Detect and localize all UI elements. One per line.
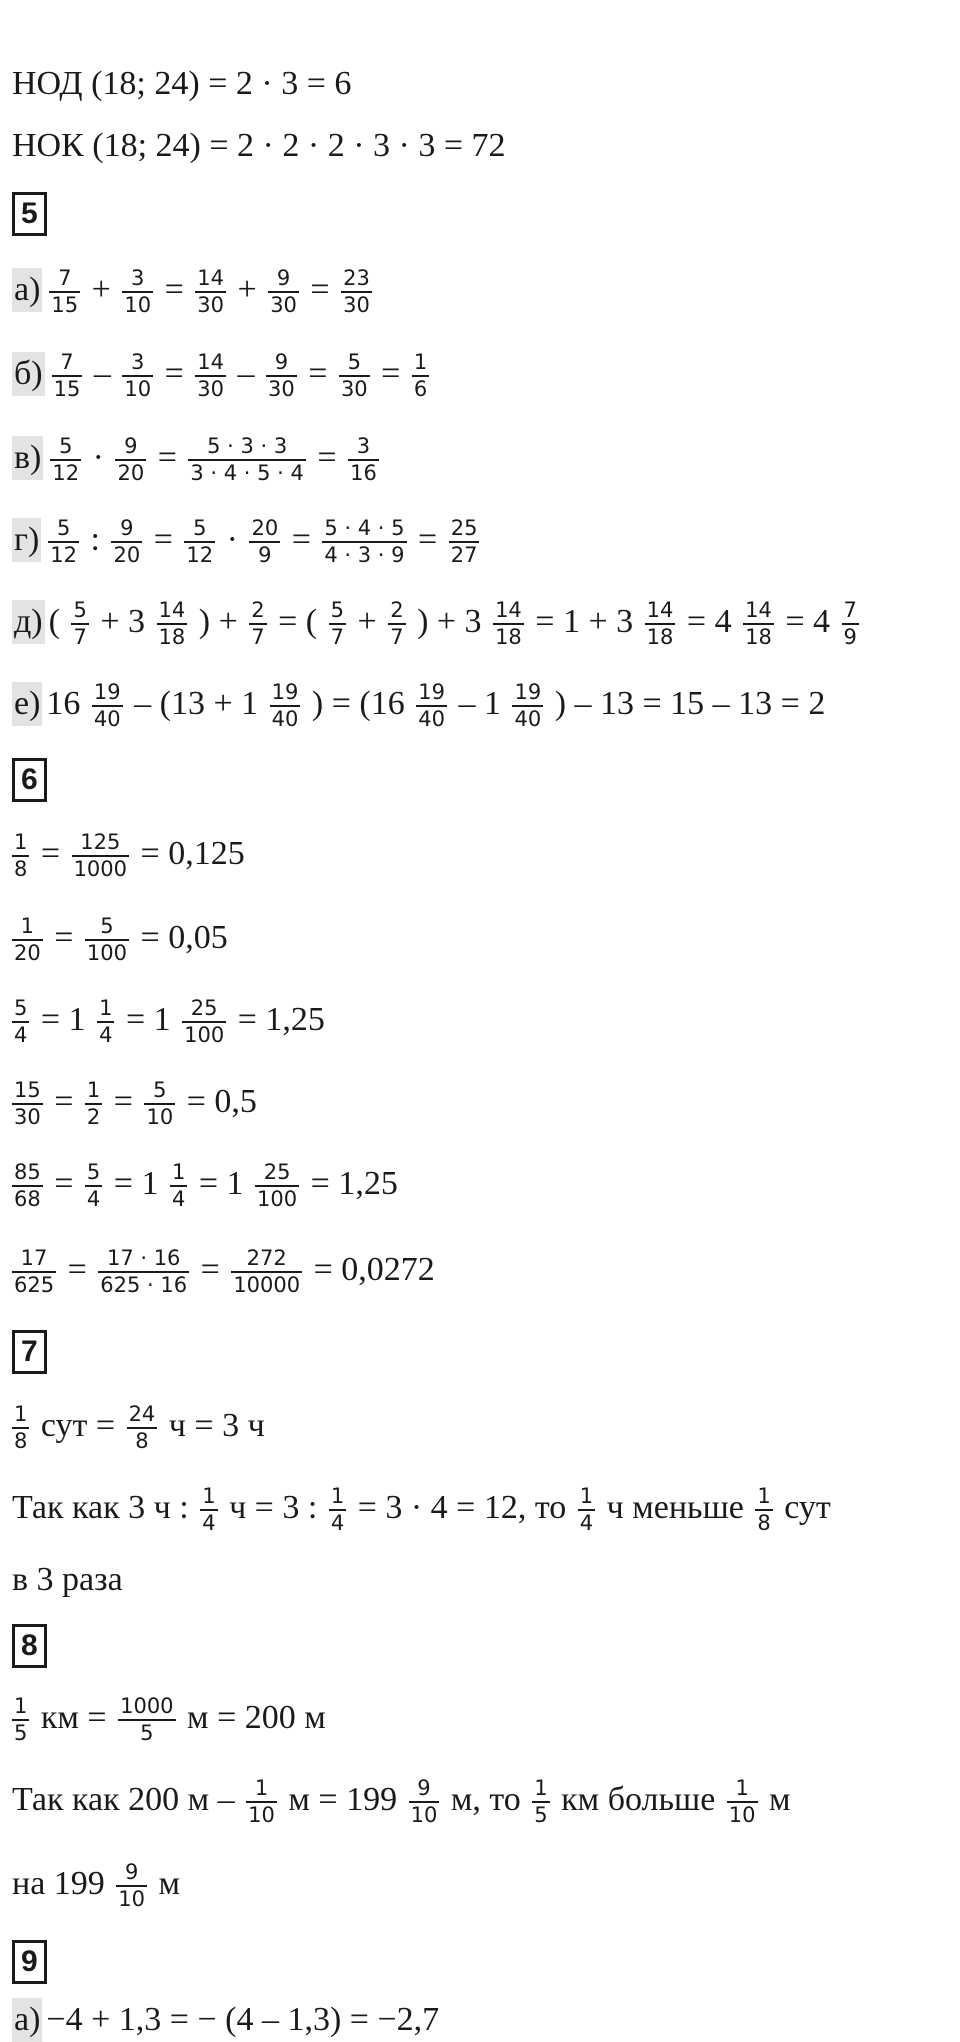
item-label: д): [12, 600, 45, 644]
task-6-line-3: $\frac{5}{4}$ = 1 $\frac{1}{4}$ = 1 $\frac{25}{100}$ = 1,25: [14, 996, 325, 1047]
gcd-line: НОД (18; 24) = 2 · 3 = 6: [12, 65, 352, 102]
item-label: е): [12, 682, 42, 726]
item-label: в): [12, 436, 43, 480]
task-5d: д) ( $\frac{5}{7}$ + 3 $\frac{14}{18}$ ) + $\frac{2}{7}$ = ( $\frac{5}{7}$ + $\frac{2}{7}$ ) + 3 $\frac{14}{18}$ = 1 + 3 $\frac{14}{18}$ = 4 $\frac{14}{18}$ = 4 $\frac{7}{9}$: [14, 598, 857, 649]
task-9-number: 9: [12, 1940, 47, 1984]
lcm-line: НОК (18; 24) = 2 · 2 · 2 · 3 · 3 = 72: [12, 127, 506, 164]
task-6-line-6: $\frac{17}{625}$ = $\frac{17 \cdot 16}{625 \cdot 16}$ = $\frac{272}{10000}$ = 0,0272: [14, 1246, 435, 1297]
task-9a: а) −4 + 1,3 = − (4 – 1,3) = −2,7: [12, 1998, 439, 2042]
task-7-line-3: в 3 раза: [12, 1561, 123, 1598]
task-6-line-2: $\frac{1}{20}$ = $\frac{5}{100}$ = 0,05: [14, 914, 228, 965]
item-label: а): [12, 268, 42, 312]
task-7-line-1: $\frac{1}{8}$ сут = $\frac{24}{8}$ ч = 3 ч: [14, 1402, 265, 1453]
task-8-line-2: Так как 200 м – $\frac{1}{10}$ м = 199 $\frac{9}{10}$ м, то $\frac{1}{5}$ км больше $\frac{1}{10}$ м: [12, 1776, 791, 1827]
task-5g: г) $\frac{5}{12}$ : $\frac{9}{20}$ = $\frac{5}{12}$ · $\frac{20}{9}$ = $\frac{5 \cdot 4 \cdot 5}{4 \cdot 3 \cdot 9}$ = $\frac{25}{27}$: [14, 516, 478, 567]
task-5a: а) $\frac{7}{15}$ + $\frac{3}{10}$ = $\frac{14}{30}$ + $\frac{9}{30}$ = $\frac{23}{30}$: [14, 266, 370, 317]
item-label: б): [12, 352, 45, 396]
task-8-line-1: $\frac{1}{5}$ км = $\frac{1000}{5}$ м = 200 м: [14, 1694, 326, 1745]
task-5-number: 5: [12, 192, 47, 236]
task-6-number: 6: [12, 758, 47, 802]
task-6-line-4: $\frac{15}{30}$ = $\frac{1}{2}$ = $\frac{5}{10}$ = 0,5: [14, 1078, 257, 1129]
task-8-number: 8: [12, 1624, 47, 1668]
task-5b: б) $\frac{7}{15}$ – $\frac{3}{10}$ = $\frac{14}{30}$ – $\frac{9}{30}$ = $\frac{5}{30}$ = $\frac{1}{6}$: [14, 350, 428, 401]
item-label: г): [12, 518, 41, 562]
task-6-line-5: $\frac{85}{68}$ = $\frac{5}{4}$ = 1 $\frac{1}{4}$ = 1 $\frac{25}{100}$ = 1,25: [14, 1160, 398, 1211]
task-5v: в) $\frac{5}{12}$ · $\frac{9}{20}$ = $\frac{5 \cdot 3 \cdot 3}{3 \cdot 4 \cdot 5 \cdot 4}$ = $\frac{3}{16}$: [14, 434, 377, 485]
task-7-number: 7: [12, 1330, 47, 1374]
item-label: а): [12, 1998, 42, 2042]
task-7-line-2: Так как 3 ч : $\frac{1}{4}$ ч = 3 : $\frac{1}{4}$ = 3 · 4 = 12, то $\frac{1}{4}$ ч меньше $\frac{1}{8}$ сут: [12, 1484, 831, 1535]
task-5e: е) 16 $\frac{19}{40}$ – (13 + 1 $\frac{19}{40}$ ) = (16 $\frac{19}{40}$ – 1 $\frac{19}{40}$ ) – 13 = 15 – 13 = 2: [14, 680, 826, 731]
task-6-line-1: $\frac{1}{8}$ = $\frac{125}{1000}$ = 0,125: [14, 830, 245, 881]
task-8-line-3: на 199 $\frac{9}{10}$ м: [12, 1860, 181, 1911]
